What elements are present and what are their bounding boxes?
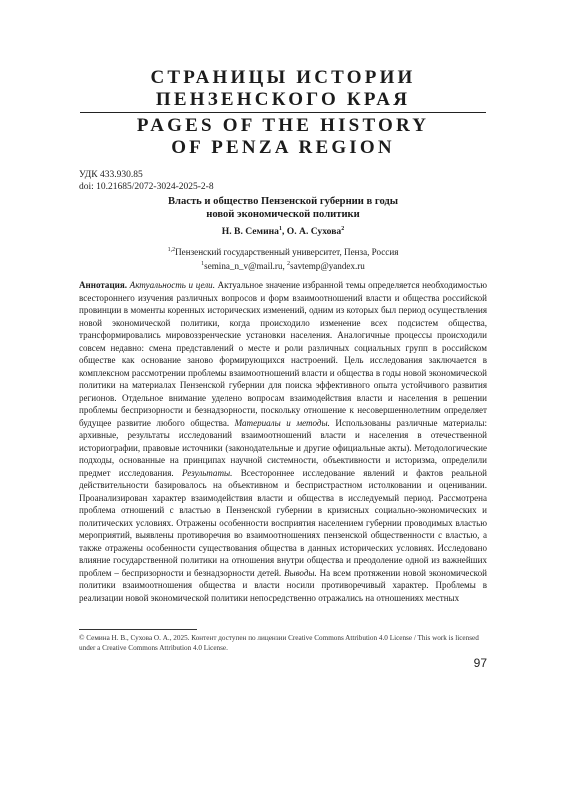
article-title-line2: новой экономической политики [206,209,360,220]
author-2: О. А. Сухова [286,226,342,238]
email-1[interactable]: semina_n_v@mail.ru, [204,261,288,272]
section-divider [80,112,486,113]
author-emails [60,258,506,272]
conclusions-text: На всем протяжении новой экономической политики взаимоотношения общества и власти носили противоречивый характер. Проблемы в реализации новой экономической политики непосредственно отражались на отношениях местных [79,567,487,603]
methods-text: Использованы различные материалы: архивные, результаты исследований взаимоотношений власти и населения в отечественной историографии, правовые источники (законодательные и другие официальные акты). Методологические подходы, основанные на принципах научной системности, объективности и историзма, определили предмет исследования. [79,417,487,478]
results-label: Результаты. [182,467,233,478]
affiliation-text: Пензенский государственный университет, Пенза, Россия [175,247,399,258]
abstract [79,279,487,604]
relevance-text: Актуальное значение избранной темы определяется необходимостью всестороннего изучения различных вопросов и форм взаимоотношений власти и общества российской провинции в моменты коренных исторических изменений, одним из которых был период осуществления новой экономической политики, когда происходило изменение всех подсистем общества, трансформировались мировоззренческие установки населения. Аналогичные процессы происходили совсем недавно: смена представлений о месте и роли различных социальных групп в российском обществе как основание заново формирующихся настроений. Цель исследования заключается в комплексном рассмотрении проблемы взаимоотношений власти и общества в годы новой экономической политики на материалах Пензенской губернии для поиска эффективного опыта устойчивого развития регионов. Отдельное внимание уделено вопросам взаимодействия власти и населения в решении проблемы беспризорности и безнадзорности, поскольку отношение к несовершеннолетним определяет будущее развитие любого общества. [79,280,487,428]
email-2-marker: 2 [287,261,291,267]
email-2[interactable]: savtemp@yandex.ru [290,261,365,272]
abstract-label: Аннотация. [79,280,128,290]
author-separator: , [281,226,287,238]
affiliation-marker: 1,2 [167,247,176,253]
author-2-marker: 2 [341,226,345,232]
results-text: Всестороннее исследование явлений и фактов реальной действительности базировалось на объективном и беспристрастном истолковании и оценивании. Проанализирован характер взаимодействия власти и общества в исследуемый период. Рассмотрена проблема отношений с властью в Пензенской губернии в кризисных социально-экономических и политических условиях. Отражены особенности восприятия населением губернии проводимых властью мероприятий, выявлены противоречия во взаимоотношениях пензенской общественности с властью, а также отражены особенности существования общества в данных исторических условиях. Исследовано влияние государственной политики на отношения внутри общества и преодоление одной из важнейших проблем – беспризорности и безнадзорности детей. [79,467,488,578]
methods-label: Материалы и методы. [234,417,330,428]
udc-code: УДК 433.930.85 [79,170,143,180]
article-title-line1: Власть и общество Пензенской губернии в годы [167,196,399,207]
section-title-ru-line1: СТРАНИЦЫ ИСТОРИИ [150,67,416,88]
authors [60,226,506,237]
author-1-marker: 1 [278,226,282,232]
relevance-label: Актуальность и цели. [129,280,215,290]
section-title-en-line1: PAGES OF THE HISTORY [136,115,430,136]
page-number: 97 [473,656,487,670]
section-title-ru-line2: ПЕНЗЕНСКОГО КРАЯ [155,89,411,110]
affiliation [60,244,506,258]
license-footnote: © Семина Н. В., Сухова О. А., 2025. Контент доступен по лицензии Creative Commons Attribution 4.0 License / This work is licensed under a Creative Commons Attribution 4.0 License. [79,634,479,652]
section-title-en-line2: OF PENZA REGION [171,137,395,158]
conclusions-label: Выводы. [283,567,317,578]
author-1: Н. В. Семина [221,226,279,238]
footnote-divider [79,629,197,630]
doi: doi: 10.21685/2072-3024-2025-2-8 [79,182,214,192]
email-1-marker: 1 [201,261,205,267]
